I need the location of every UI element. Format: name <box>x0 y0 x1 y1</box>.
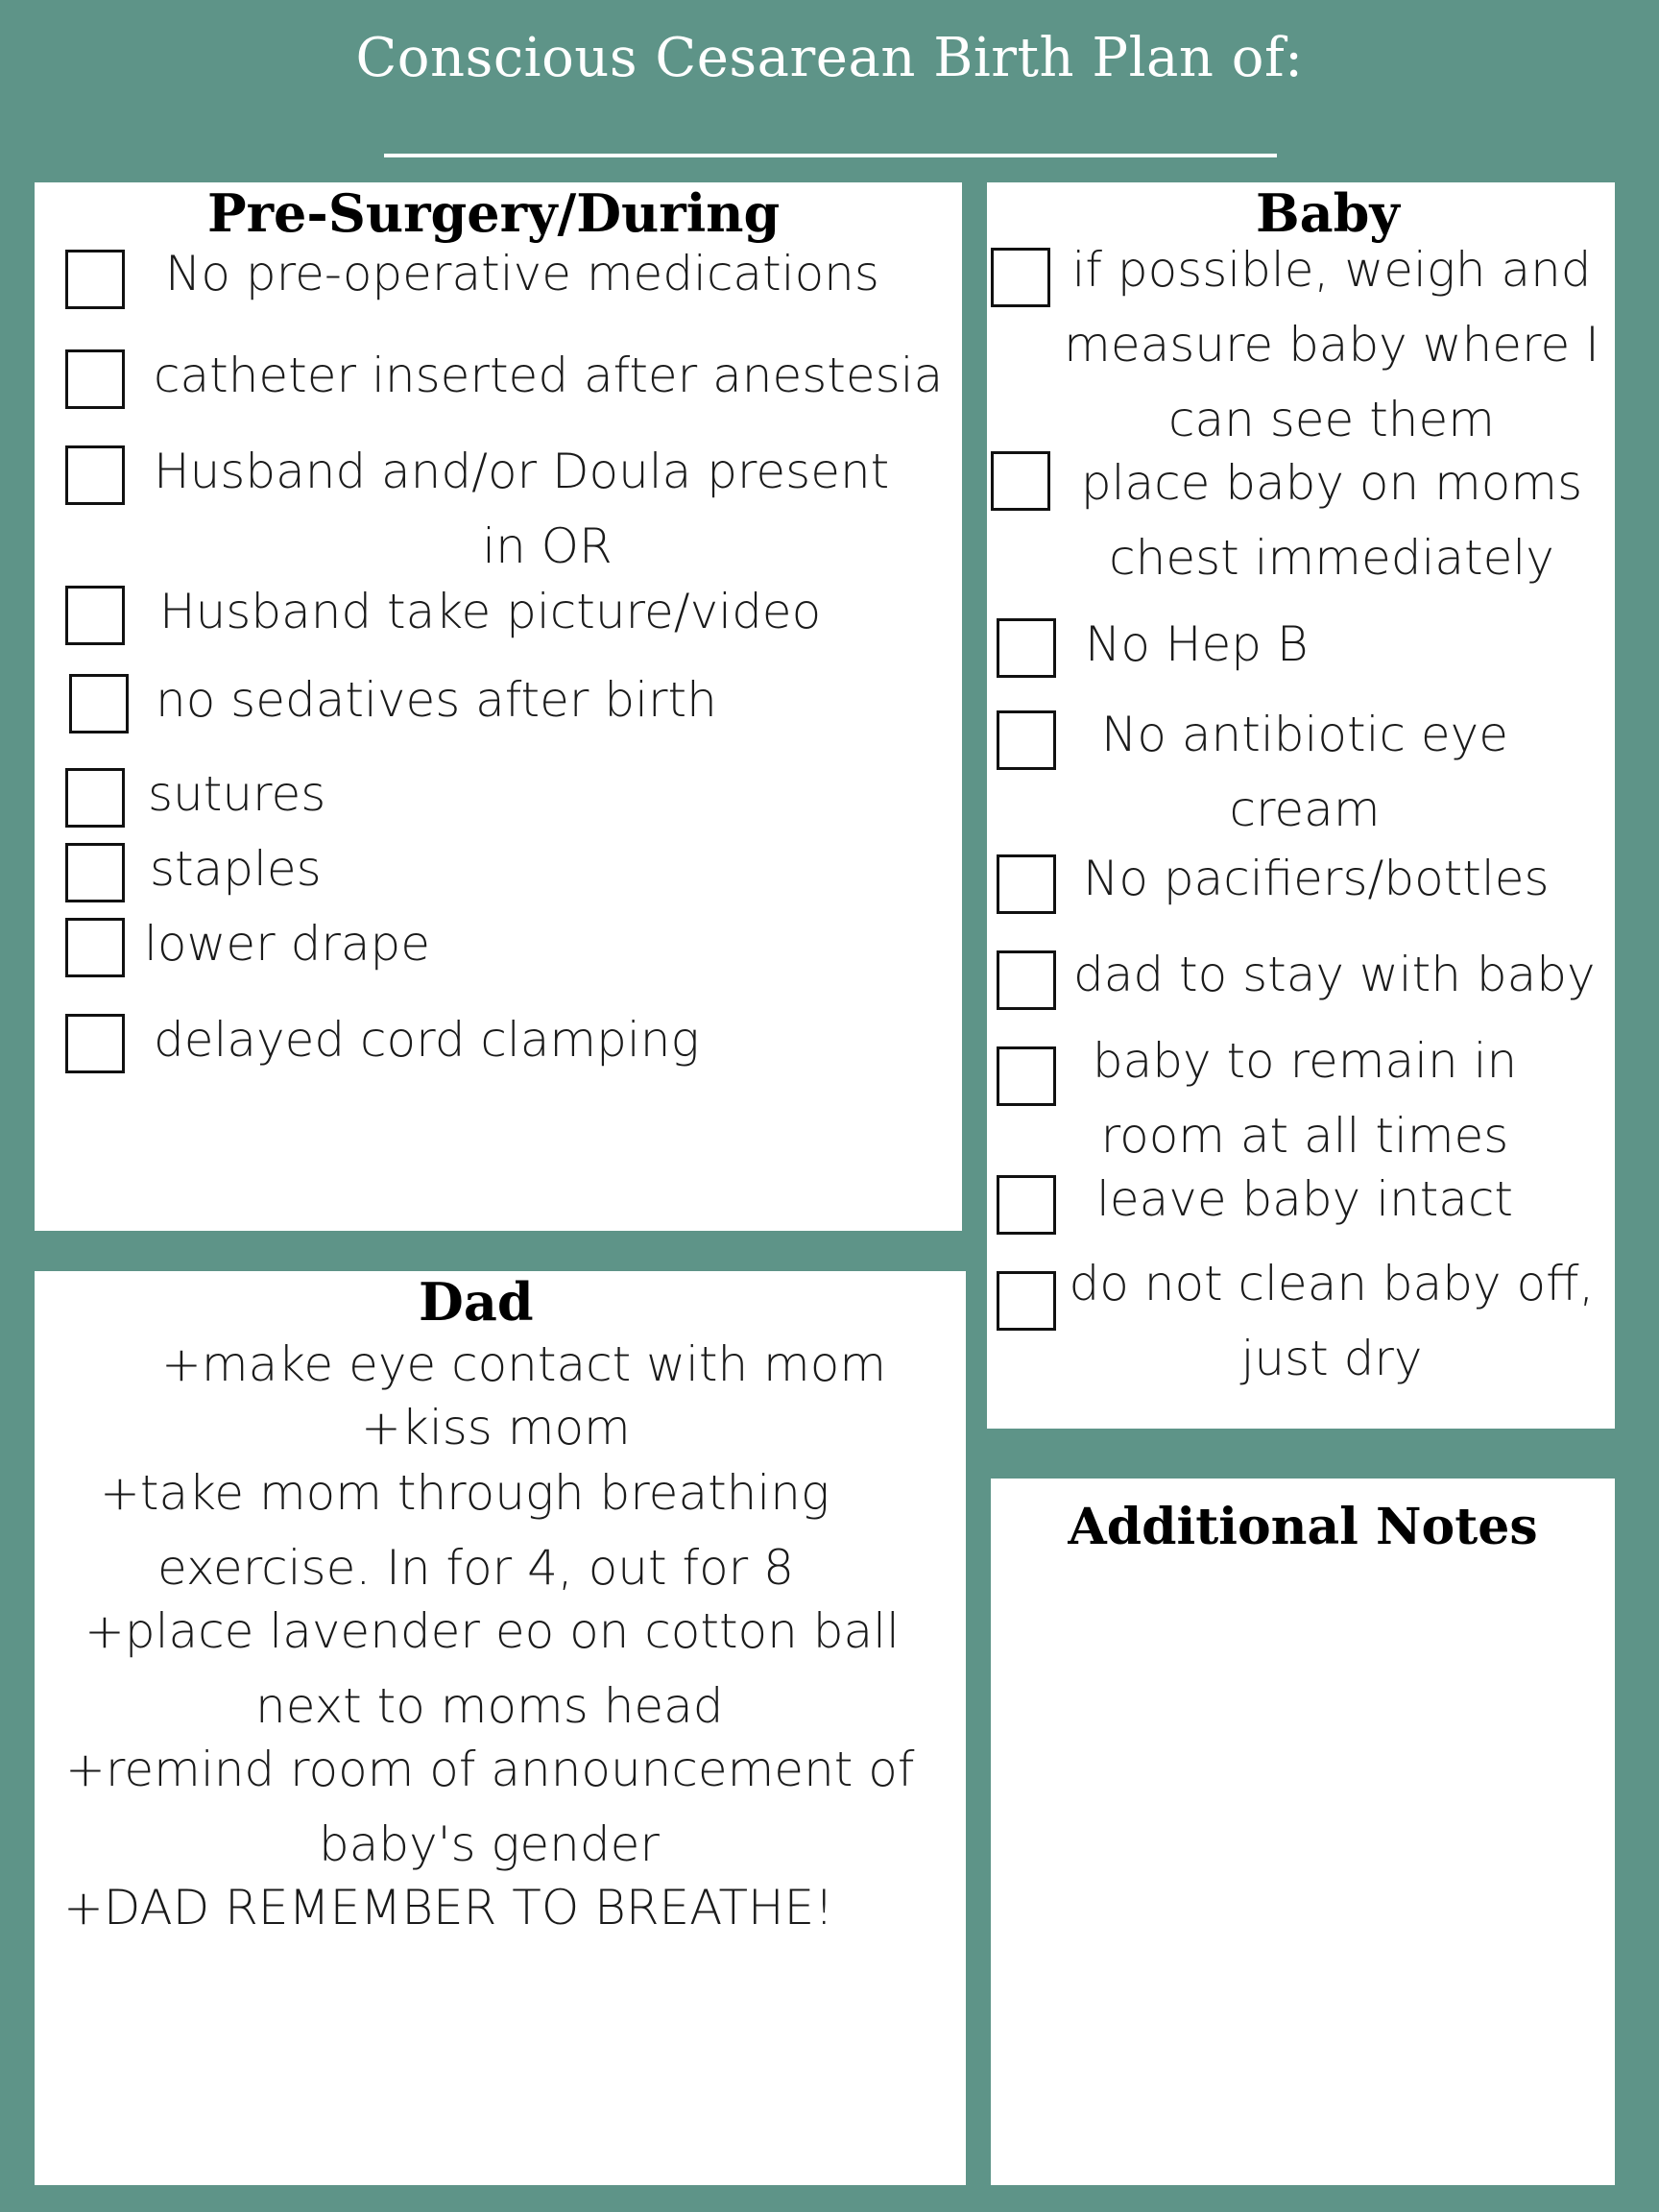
checkbox-staples[interactable] <box>65 843 125 902</box>
checkbox-catheter[interactable] <box>65 349 125 409</box>
checkbox-remain-in-room[interactable] <box>997 1046 1056 1106</box>
item-staples: staples <box>150 841 322 897</box>
checkbox-no-pre-op-meds[interactable] <box>65 250 125 309</box>
item-no-hep-b: No Hep B <box>1085 616 1309 672</box>
item-remain-in-room-line1: baby to remain in <box>1092 1033 1518 1089</box>
checkbox-baby-on-chest[interactable] <box>991 451 1050 511</box>
name-blank-line <box>384 154 1277 157</box>
baby-panel <box>987 182 1615 1429</box>
dad-line-breathing-2: exercise. In for 4, out for 8 <box>157 1540 794 1596</box>
item-husband-doula: Husband and/or Doula present <box>154 444 890 499</box>
item-no-pre-op-meds: No pre-operative medications <box>165 246 879 301</box>
dad-line-breathing: +take mom through breathing <box>100 1465 830 1521</box>
page-title: Conscious Cesarean Birth Plan of: <box>355 27 1304 89</box>
dad-line-announcement-2: baby's gender <box>319 1816 660 1872</box>
item-dad-stay: dad to stay with baby <box>1073 947 1596 1002</box>
dad-line-lavender-2: next to moms head <box>255 1678 724 1734</box>
checkbox-sutures[interactable] <box>65 768 125 828</box>
checkbox-leave-intact[interactable] <box>997 1175 1056 1235</box>
checkbox-no-antibiotic[interactable] <box>997 710 1056 770</box>
dad-line-eye-contact: +make eye contact with mom <box>161 1336 887 1392</box>
item-husband-doula-line2: in OR <box>482 518 613 574</box>
checkbox-no-sedatives[interactable] <box>69 674 129 733</box>
checkbox-husband-picture[interactable] <box>65 586 125 645</box>
checkbox-no-hep-b[interactable] <box>997 618 1056 678</box>
dad-line-kiss: +kiss mom <box>361 1400 631 1455</box>
item-weigh-measure-line2: measure baby where I <box>1064 317 1599 373</box>
dad-line-remember: +DAD REMEMBER TO BREATHE! <box>63 1880 834 1936</box>
item-no-antibiotic-line1: No antibiotic eye <box>1101 707 1508 762</box>
item-sutures: sutures <box>148 766 326 822</box>
item-no-pacifiers: No pacifiers/bottles <box>1083 851 1550 906</box>
dad-line-lavender: +place lavender eo on cotton ball <box>84 1603 900 1659</box>
item-remain-in-room-line2: room at all times <box>1100 1108 1509 1164</box>
baby-heading: Baby <box>1256 182 1400 244</box>
item-baby-on-chest-line2: chest immediately <box>1109 530 1554 586</box>
notes-panel <box>991 1479 1615 2185</box>
checkbox-delayed-cord-clamping[interactable] <box>65 1014 125 1073</box>
pre-surgery-panel <box>35 182 962 1231</box>
checkbox-weigh-measure[interactable] <box>991 248 1050 307</box>
dad-line-announcement: +remind room of announcement of <box>65 1742 915 1797</box>
item-lower-drape: lower drape <box>144 916 431 972</box>
item-baby-on-chest-line1: place baby on moms <box>1080 455 1583 511</box>
item-leave-intact: leave baby intact <box>1095 1171 1514 1227</box>
item-do-not-clean-line2: just dry <box>1240 1331 1423 1386</box>
dad-panel <box>35 1271 966 2185</box>
item-husband-picture: Husband take picture/video <box>159 584 822 639</box>
pre-surgery-heading: Pre-Surgery/During <box>207 182 781 244</box>
item-no-antibiotic-line2: cream <box>1229 781 1381 837</box>
item-do-not-clean-line1: do not clean baby off, <box>1069 1256 1595 1311</box>
checkbox-do-not-clean[interactable] <box>997 1271 1056 1331</box>
item-weigh-measure-line3: can see them <box>1168 392 1495 447</box>
checkbox-lower-drape[interactable] <box>65 918 125 977</box>
item-no-sedatives: no sedatives after birth <box>156 672 717 728</box>
item-weigh-measure-line1: if possible, weigh and <box>1071 242 1592 298</box>
checkbox-husband-doula[interactable] <box>65 445 125 505</box>
checkbox-dad-stay[interactable] <box>997 950 1056 1010</box>
item-delayed-cord-clamping: delayed cord clamping <box>154 1012 700 1068</box>
item-catheter: catheter inserted after anestesia <box>154 348 944 403</box>
notes-heading: Additional Notes <box>1068 1498 1538 1556</box>
checkbox-no-pacifiers[interactable] <box>997 854 1056 914</box>
dad-heading: Dad <box>419 1271 534 1333</box>
